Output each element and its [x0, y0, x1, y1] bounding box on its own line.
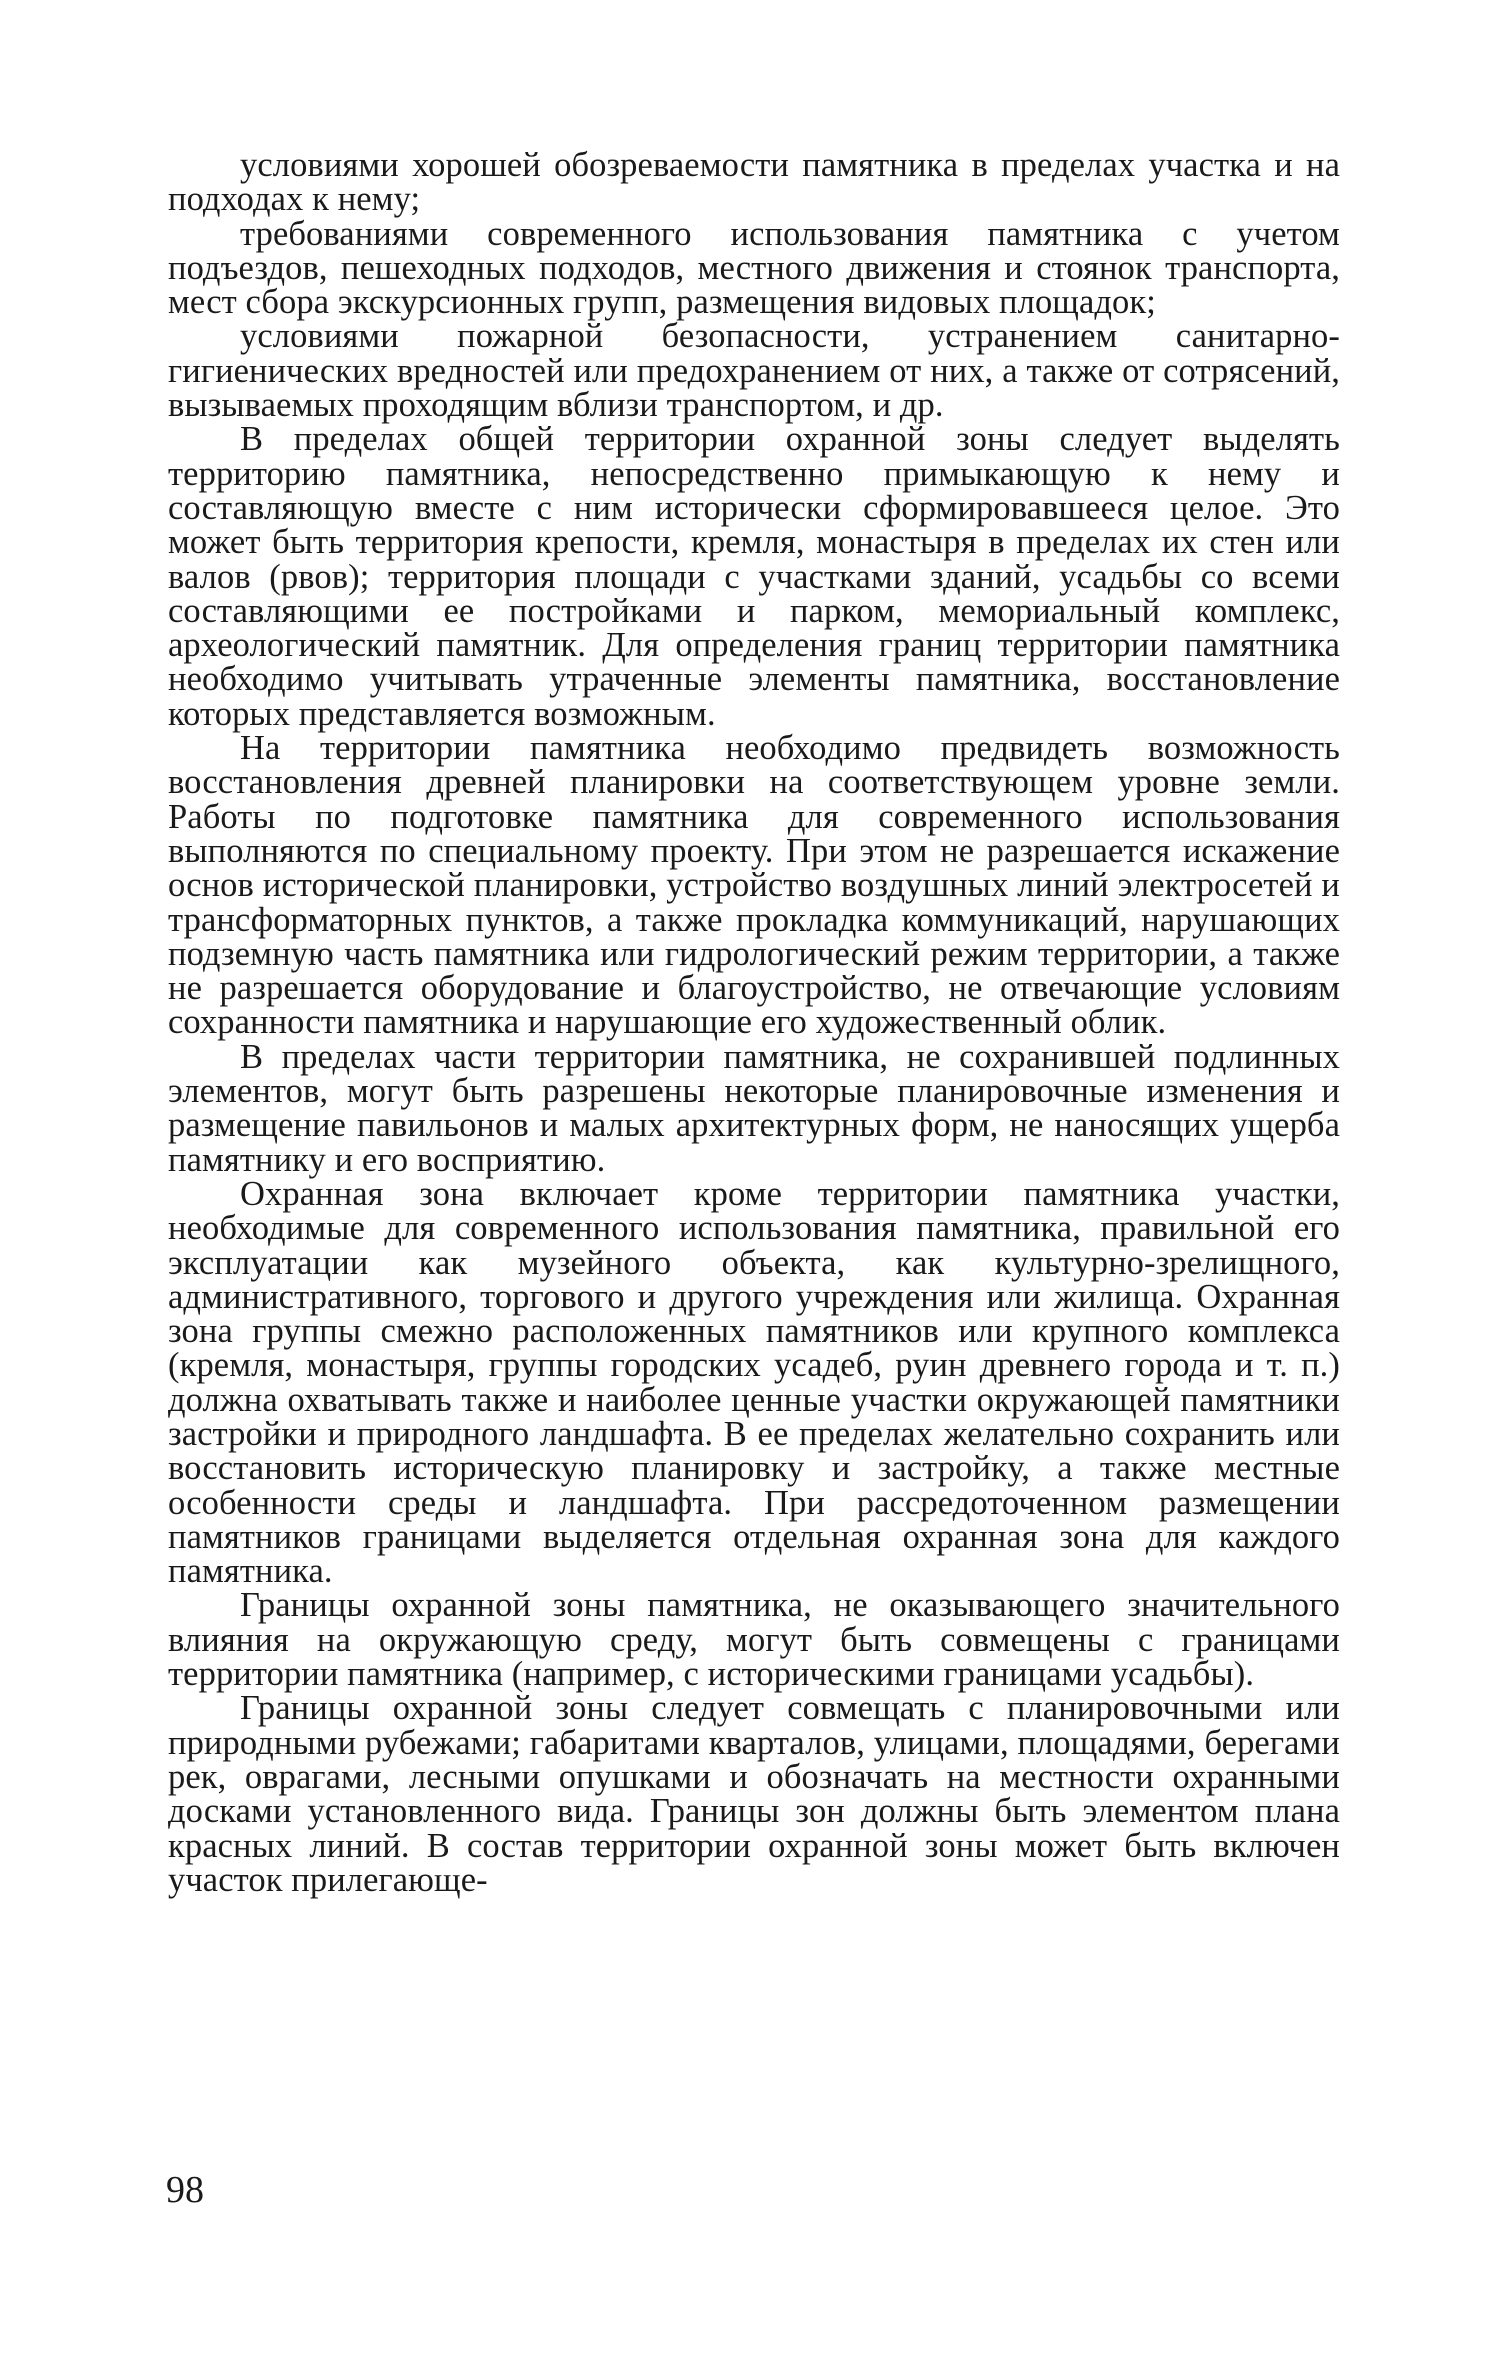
paragraph-6: В пределах части территории памятника, не сохранившей подлинных элементов, могут быть разрешены некоторые планировочные изменения и размещение павильонов и малых архитектурных форм, не наносящих ущерба памятнику и его восприятию.	[168, 1037, 1340, 1179]
paragraph-7: Охранная зона включает кроме территории памятника участки, необходимые для современного использования памятника, правильной его эксплуатации как музейного объекта, как культурно-зрелищного, административного, торгового и другого учреждения или жилища. Охранная зона группы смежно расположенных памятников или крупного комплекса (кремля, монастыря, группы городских усадеб, руин древнего города и т. п.) должна охватывать также и наиболее ценные участки окружающей памятники застройки и природного ландшафта. В ее пределах желательно сохранить или восстановить историческую планировку и застройку, а также местные особенности среды и ландшафта. При рассредоточенном размещении памятников границами выделяется отдельная охранная зона для каждого памятника.	[168, 1174, 1340, 1591]
paragraph-5: На территории памятника необходимо предвидеть возможность восстановления древней планировки на соответствующем уровне земли. Работы по подготовке памятника для современного использования выполняются по специальному проекту. При этом не разрешается искажение основ исторической планировки, устройство воздушных линий электросетей и трансформаторных пунктов, а также прокладка коммуникаций, нарушающих подземную часть памятника или гидрологический режим территории, а также не разрешается оборудование и благоустройство, не отвечающие условиям сохранности памятника и нарушающие его художественный облик.	[168, 729, 1340, 1042]
paragraph-2: требованиями современного использования памятника с учетом подъездов, пешеходных подходов, местного движения и стоянок транспорта, мест сбора экскурсионных групп, размещения видовых площадок;	[168, 214, 1340, 322]
page-body	[168, 148, 1340, 1897]
paragraph-3: условиями пожарной безопасности, устранением санитарно-гигиенических вредностей или предохранением от них, а также от сотрясений, вызываемых проходящим вблизи транспортом, и др.	[168, 317, 1340, 425]
page-number: 98	[166, 2169, 204, 2211]
paragraph-9: Границы охранной зоны следует совмещать с планировочными или природными рубежами; габаритами кварталов, улицами, площадями, берегами рек, оврагами, лесными опушками и обозначать на местности охранными досками установленного вида. Границы зон должны быть элементом плана красных линий. В состав территории охранной зоны может быть включен участок прилегающе-	[168, 1689, 1340, 1899]
paragraph-4: В пределах общей территории охранной зоны следует выделять территорию памятника, непосредственно примыкающую к нему и составляющую вместе с ним исторически сформировавшееся целое. Это может быть территория крепости, кремля, монастыря в пределах их стен или валов (рвов); территория площади с участками зданий, усадьбы со всеми составляющими ее постройками и парком, мемориальный комплекс, археологический памятник. Для определения границ территории памятника необходимо учитывать утраченные элементы памятника, восстановление которых представляется возможным.	[168, 420, 1340, 733]
paragraph-1: условиями хорошей обозреваемости памятника в пределах участка и на подходах к нему;	[168, 146, 1340, 219]
paragraph-8: Границы охранной зоны памятника, не оказывающего значительного влияния на окружающую среду, могут быть совмещены с границами территории памятника (например, с историческими границами усадьбы).	[168, 1586, 1340, 1694]
